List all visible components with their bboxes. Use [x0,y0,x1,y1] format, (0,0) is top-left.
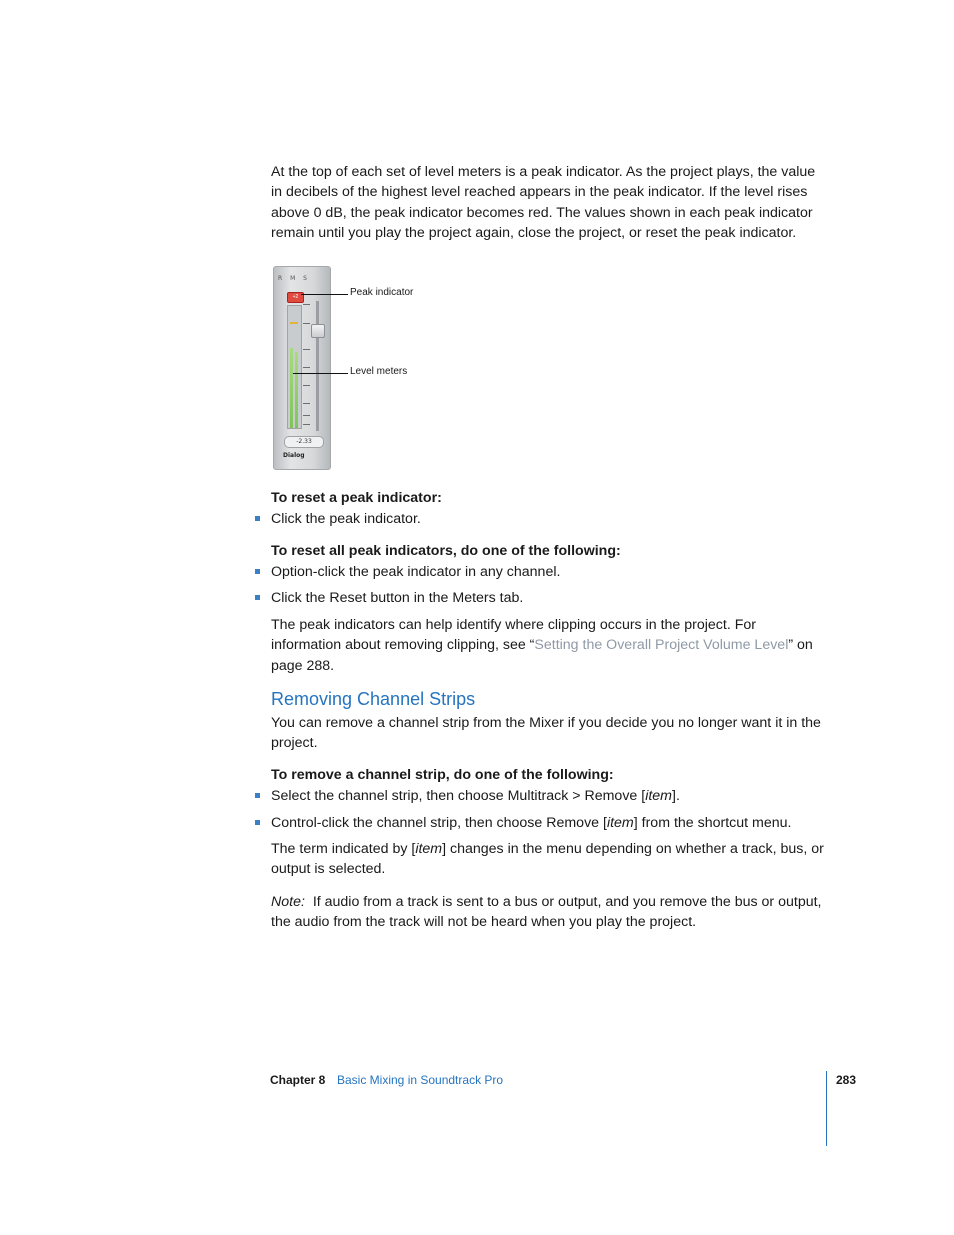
output-select: Dialog [283,452,305,459]
list-item-text: Select the channel strip, then choose Multitrack > Remove [item]. [271,788,680,804]
peak-indicator: +2 [287,292,304,303]
callout-line-meters [293,373,348,374]
list-item-text: Control-click the channel strip, then choose Remove [item] from the shortcut menu. [271,815,792,831]
clipping-paragraph [271,615,826,676]
scale-tick [303,415,310,416]
bullet-square-icon [255,516,260,521]
callout-level-meters: Level meters [350,366,408,377]
term-paragraph: The term indicated by [item] changes in the menu depending on whether a track, bus, or output is selected. [271,841,824,878]
bullet-square-icon [255,820,260,825]
clipping-text: The peak indicators can help identify where clipping occurs in the project. For information about removing clipping, see “ [271,617,756,654]
scale-tick [303,424,310,425]
page-number: 283 [836,1073,857,1087]
list-item-text: Option-click the peak indicator in any channel. [271,564,561,580]
procedure-title-reset-one: To reset a peak indicator: [271,490,442,506]
cross-reference-link[interactable]: Setting the Overall Project Volume Level [534,637,789,654]
scale-tick [303,367,310,368]
scale-tick [303,349,310,350]
scale-tick [303,403,310,404]
callout-peak-indicator: Peak indicator [350,287,414,298]
scale-tick [303,304,310,305]
footer-chapter-title[interactable]: Basic Mixing in Soundtrack Pro [337,1073,504,1087]
procedure-title-remove: To remove a channel strip, do one of the following: [271,767,614,783]
peak-hold-line [290,322,298,324]
fader-track [316,301,319,431]
scale-tick [303,385,310,386]
list-item-text: Click the peak indicator. [271,511,421,527]
scale-tick [303,323,310,324]
note-text: If audio from a track is sent to a bus or output, and you remove the bus or output, the audio from the track will not be heard when you play the project. [271,894,822,931]
footer-chapter: Chapter 8 [270,1073,326,1087]
bullet-square-icon [255,569,260,574]
volume-value: -2.33 [284,436,324,448]
callout-line-peak [301,294,348,295]
procedure-title-reset-all: To reset all peak indicators, do one of the following: [271,543,621,559]
section-intro: You can remove a channel strip from the Mixer if you decide you no longer want it in the project. [271,715,821,752]
channel-strip [273,266,331,470]
note-label: Note: [271,894,305,910]
level-meters [287,305,302,429]
bullet-square-icon [255,793,260,798]
fader-knob [311,324,325,338]
clipping-text-end: ” on page 288. [271,637,813,674]
bullet-square-icon [255,595,260,600]
strip-buttons: R M S [278,275,310,282]
channel-strip-figure [273,266,423,472]
list-item-text: Click the Reset button in the Meters tab. [271,590,524,606]
level-meter-left [290,348,293,428]
intro-paragraph: At the top of each set of level meters is a peak indicator. As the project plays, the value in decibels of the highest level reached appears in the peak indicator. If the level rises above 0 dB, the peak indicator becomes red. The values shown in each peak indicator remain until you play the project again, close the project, or reset the peak indicator. [271,164,816,242]
note-paragraph [271,892,826,933]
level-meter-right [295,352,298,428]
section-heading: Removing Channel Strips [271,689,476,709]
footer-divider [826,1071,827,1146]
